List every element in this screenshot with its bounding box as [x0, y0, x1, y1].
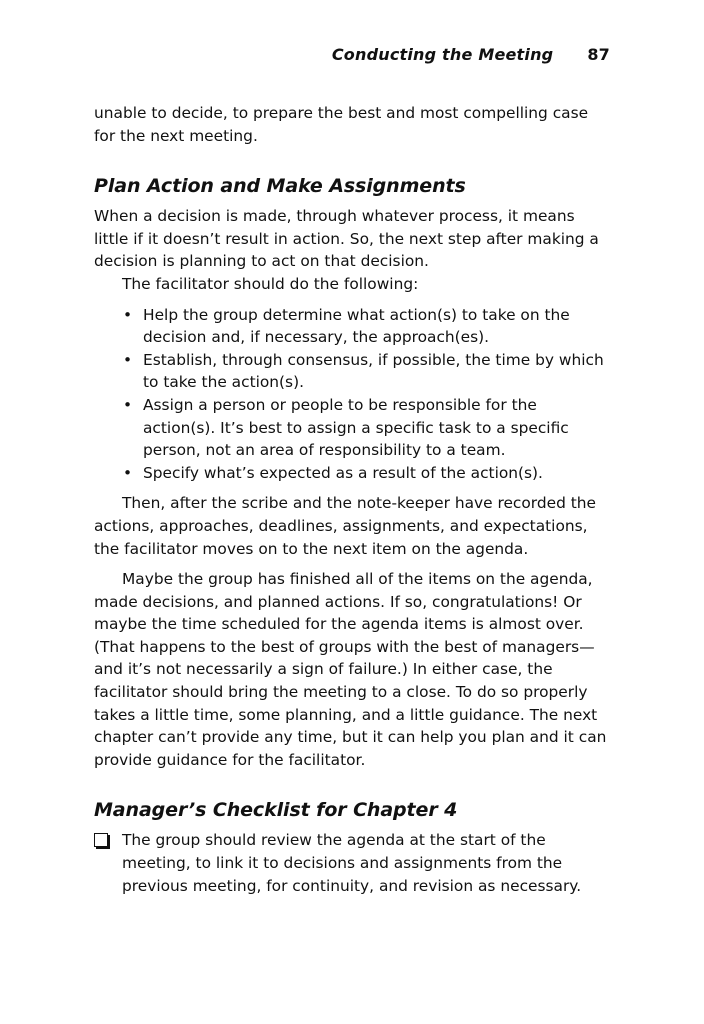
list-item-text: Help the group determine what action(s) to take on the decision and, if necessary, the approach(es). — [143, 305, 570, 347]
running-header — [332, 45, 610, 64]
list-item-text: Assign a person or people to be responsible for the action(s). It’s best to assign a specific task to a specific person, not an area of responsibility to a team. — [143, 395, 569, 460]
paragraph-then: Then, after the scribe and the note-keeper have recorded the actions, approaches, deadlines, assignments, and expectations, the facilitator moves on to the next item on the agenda. — [94, 494, 597, 558]
bullet-icon: • — [123, 395, 133, 414]
page-body — [94, 102, 612, 897]
list-item-text: Specify what’s expected as a result of the action(s). — [143, 463, 543, 482]
list-item — [123, 394, 612, 462]
page-number: 87 — [587, 45, 610, 64]
checklist-item-text: The group should review the agenda at the start of the meeting, to link it to decisions and assignments from the previous meeting, for continuity, and revision as necessary. — [122, 831, 582, 895]
bullet-icon: • — [123, 350, 133, 369]
list-item — [123, 349, 612, 394]
bullet-icon: • — [123, 463, 133, 482]
managers-checklist — [94, 829, 612, 897]
section-heading-checklist: Manager’s Checklist for Chapter 4 — [94, 799, 458, 822]
list-item — [123, 462, 612, 485]
bullet-icon: • — [123, 305, 133, 324]
section-heading-plan-action: Plan Action and Make Assignments — [94, 175, 466, 198]
facilitator-task-list — [94, 304, 612, 485]
paragraph-maybe: Maybe the group has finished all of the items on the agenda, made decisions, and planned actions. If so, congratulations! Or maybe the time scheduled for the agenda items is almost over. (That happens to the best of groups with the best of managers—and it’s not necessarily a sign of failure.) In either case, the facilitator should bring the meeting to a close. To do so properly takes a little time, some planning, and a little guidance. The next chapter can’t provide any time, but it can help you plan and it can provide guidance for the facilitator. — [94, 570, 607, 769]
intro-paragraph: unable to decide, to prepare the best and most compelling case for the next meeting. — [94, 104, 589, 145]
checkbox-icon — [94, 833, 108, 847]
paragraph-facilitator-intro: The facilitator should do the following: — [122, 274, 419, 293]
list-item — [123, 304, 612, 349]
checklist-item — [94, 829, 612, 897]
list-item-text: Establish, through consensus, if possible, the time by which to take the action(s). — [143, 350, 604, 392]
running-title: Conducting the Meeting — [331, 45, 554, 64]
paragraph-decision: When a decision is made, through whatever process, it means little if it doesn’t result in action. So, the next step after making a decision is planning to act on that decision. — [94, 207, 599, 271]
